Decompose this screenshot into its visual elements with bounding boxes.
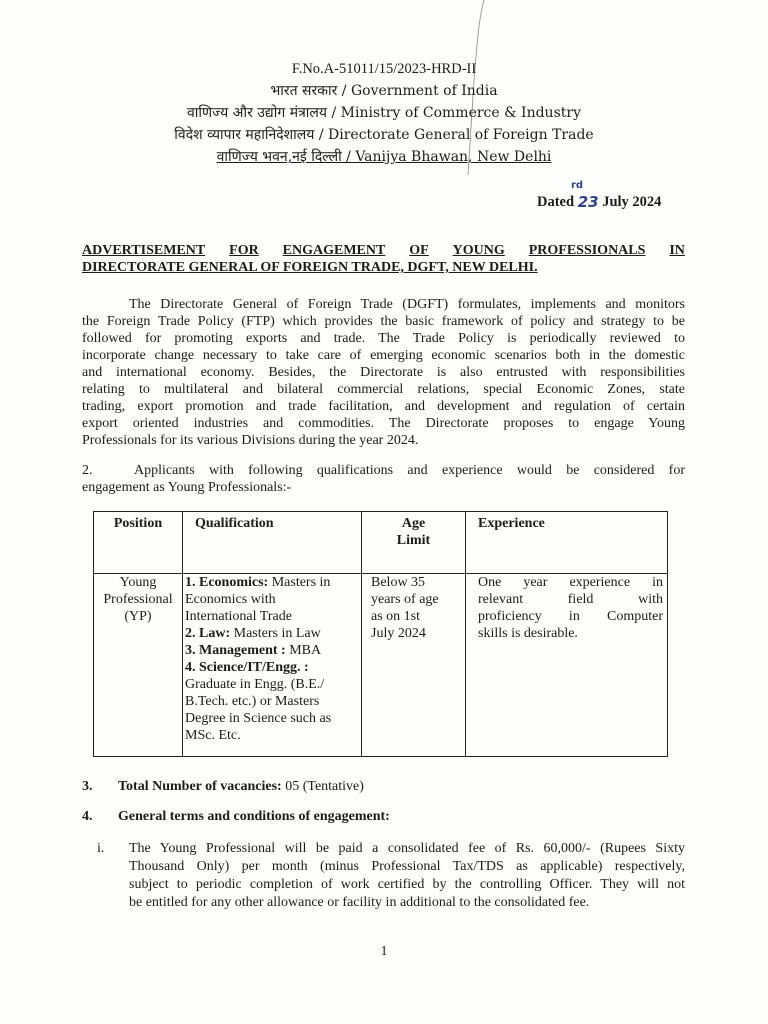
document-header <box>0 58 768 168</box>
paragraph-line: export oriented industries and commodities. The Directorate proposes to engage Young <box>82 416 685 431</box>
title-word: OF <box>409 243 429 258</box>
section-3-value: 05 (Tentative) <box>281 779 364 794</box>
dated-prefix: Dated <box>537 194 575 210</box>
qualification-text: Economics with <box>185 592 276 607</box>
cell-line: relevant field with <box>478 592 663 607</box>
cell-qualification <box>183 574 362 757</box>
handwritten-day-suffix: rd <box>571 180 584 191</box>
ministry-line: वाणिज्य और उद्योग मंत्रालय / Ministry of Commerce & Industry <box>187 105 581 121</box>
cell-line: skills is desirable. <box>478 626 578 641</box>
paragraph-line: incorporate change necessary to take care of emerging economic scenarios both in the domestic <box>82 348 685 363</box>
advertisement-title <box>82 242 685 276</box>
qualification-line <box>185 710 361 727</box>
section-3-number: 3. <box>82 779 93 794</box>
cell-experience <box>466 574 668 757</box>
cell-line: as on 1st <box>371 609 420 624</box>
header-position: Position <box>94 512 183 574</box>
qualification-line <box>185 727 361 744</box>
section-4 <box>82 809 390 825</box>
dgft-line: विदेश व्यापार महानिदेशालय / Directorate General of Foreign Trade <box>174 127 594 143</box>
paragraph-line: The Directorate General of Foreign Trade (DGFT) formulates, implements and monitors <box>129 297 685 312</box>
qualification-text: Masters in Law <box>230 626 321 641</box>
header-age-limit: Age Limit <box>362 512 466 574</box>
qualification-text: B.Tech. etc.) or Masters <box>185 694 320 709</box>
section-3-label: Total Number of vacancies: <box>118 779 282 794</box>
paragraph-2 <box>82 462 685 496</box>
qualification-text: Graduate in Engg. (B.E./ <box>185 677 325 692</box>
title-word: FOR <box>229 243 259 258</box>
qualification-text: International Trade <box>185 609 292 624</box>
qualification-category: 2. Law: <box>185 626 231 641</box>
qualification-text: Degree in Science such as <box>185 711 332 726</box>
term-item-i-body <box>129 840 685 912</box>
title-word: ADVERTISEMENT <box>82 243 206 258</box>
table-header-row <box>94 512 668 574</box>
qualification-line <box>185 608 361 625</box>
paragraph-2-number: 2. <box>82 463 93 478</box>
paragraph-line: relating to multilateral and bilateral commercial relations, special Economic Zones, state <box>82 382 685 397</box>
cell-line: One year experience in <box>478 575 663 590</box>
cell-line: Professional <box>103 592 173 607</box>
cell-line: July 2024 <box>371 626 426 641</box>
qualification-text: MBA <box>285 643 322 658</box>
section-3 <box>82 779 364 795</box>
qualification-line <box>185 693 361 710</box>
cell-line: Young <box>119 575 157 590</box>
qualification-line <box>185 625 361 642</box>
qualification-table <box>93 511 668 757</box>
paragraph-2-line-1: Applicants with following qualifications and experience would be considered for <box>134 463 685 478</box>
title-line-1 <box>82 242 685 259</box>
qualification-category: 3. Management : <box>185 643 286 658</box>
page-number: 1 <box>380 944 388 959</box>
title-word: PROFESSIONALS <box>528 243 646 258</box>
term-item-line: be entitled for any other allowance or facility in additional to the consolidated fee. <box>129 895 590 910</box>
paragraph-2-line-2: engagement as Young Professionals:- <box>82 480 292 495</box>
qualification-line <box>185 574 361 591</box>
qualification-text: Masters in <box>268 575 331 590</box>
section-4-number: 4. <box>82 809 93 824</box>
term-item-line: The Young Professional will be paid a consolidated fee of Rs. 60,000/- (Rupees Sixty <box>129 841 685 856</box>
qualification-category: 1. Economics: <box>185 575 269 590</box>
header-qualification: Qualification <box>183 512 362 574</box>
title-word: IN <box>669 243 685 258</box>
address-line: वाणिज्य भवन,नई दिल्ली / Vanijya Bhawan, New Delhi <box>216 149 552 165</box>
government-line: भारत सरकार / Government of India <box>270 83 498 99</box>
qualification-line <box>185 659 361 676</box>
qualification-line <box>185 676 361 693</box>
dated-line <box>537 180 662 211</box>
title-line-2: DIRECTORATE GENERAL OF FOREIGN TRADE, DGFT, NEW DELHI. <box>82 260 538 275</box>
cell-line: years of age <box>371 592 439 607</box>
paragraph-line: Professionals for its various Divisions during the year 2024. <box>82 433 419 448</box>
term-item-i-number: i. <box>97 841 105 856</box>
qualification-text: MSc. Etc. <box>185 728 241 743</box>
paragraph-line: followed for promoting exports and trade. The Trade Policy is periodically reviewed to <box>82 331 685 346</box>
term-item-line: subject to periodic completion of work certified by the controlling Officer. They will not <box>129 877 685 892</box>
cell-age-limit <box>362 574 466 757</box>
paragraph-line: trading, export promotion and trade facilitation, and development and regulation of certain <box>82 399 685 414</box>
qualification-line <box>185 642 361 659</box>
qualification-category: 4. Science/IT/Engg. : <box>185 660 309 675</box>
cell-line: proficiency in Computer <box>478 609 663 624</box>
header-experience: Experience <box>466 512 668 574</box>
handwritten-day: 23 <box>577 193 599 211</box>
paragraph-line: and international economy. Besides, the Directorate is also entrusted with responsibilities <box>82 365 685 380</box>
cell-line: Below 35 <box>371 575 426 590</box>
title-word: YOUNG <box>452 243 505 258</box>
file-number: F.No.A-51011/15/2023-HRD-II <box>291 61 477 77</box>
qualification-line <box>185 591 361 608</box>
intro-paragraph <box>82 296 685 449</box>
title-word: ENGAGEMENT <box>282 243 386 258</box>
paragraph-line: the Foreign Trade Policy (FTP) which provides the basic framework of policy and strategy to be <box>82 314 685 329</box>
table-row <box>94 574 668 757</box>
dated-suffix: July 2024 <box>602 194 662 210</box>
cell-position <box>94 574 183 757</box>
section-4-label: General terms and conditions of engagement: <box>118 809 390 824</box>
term-item-line: Thousand Only) per month (minus Professional Tax/TDS as applicable) respectively, <box>129 859 685 874</box>
cell-line: (YP) <box>124 609 152 624</box>
